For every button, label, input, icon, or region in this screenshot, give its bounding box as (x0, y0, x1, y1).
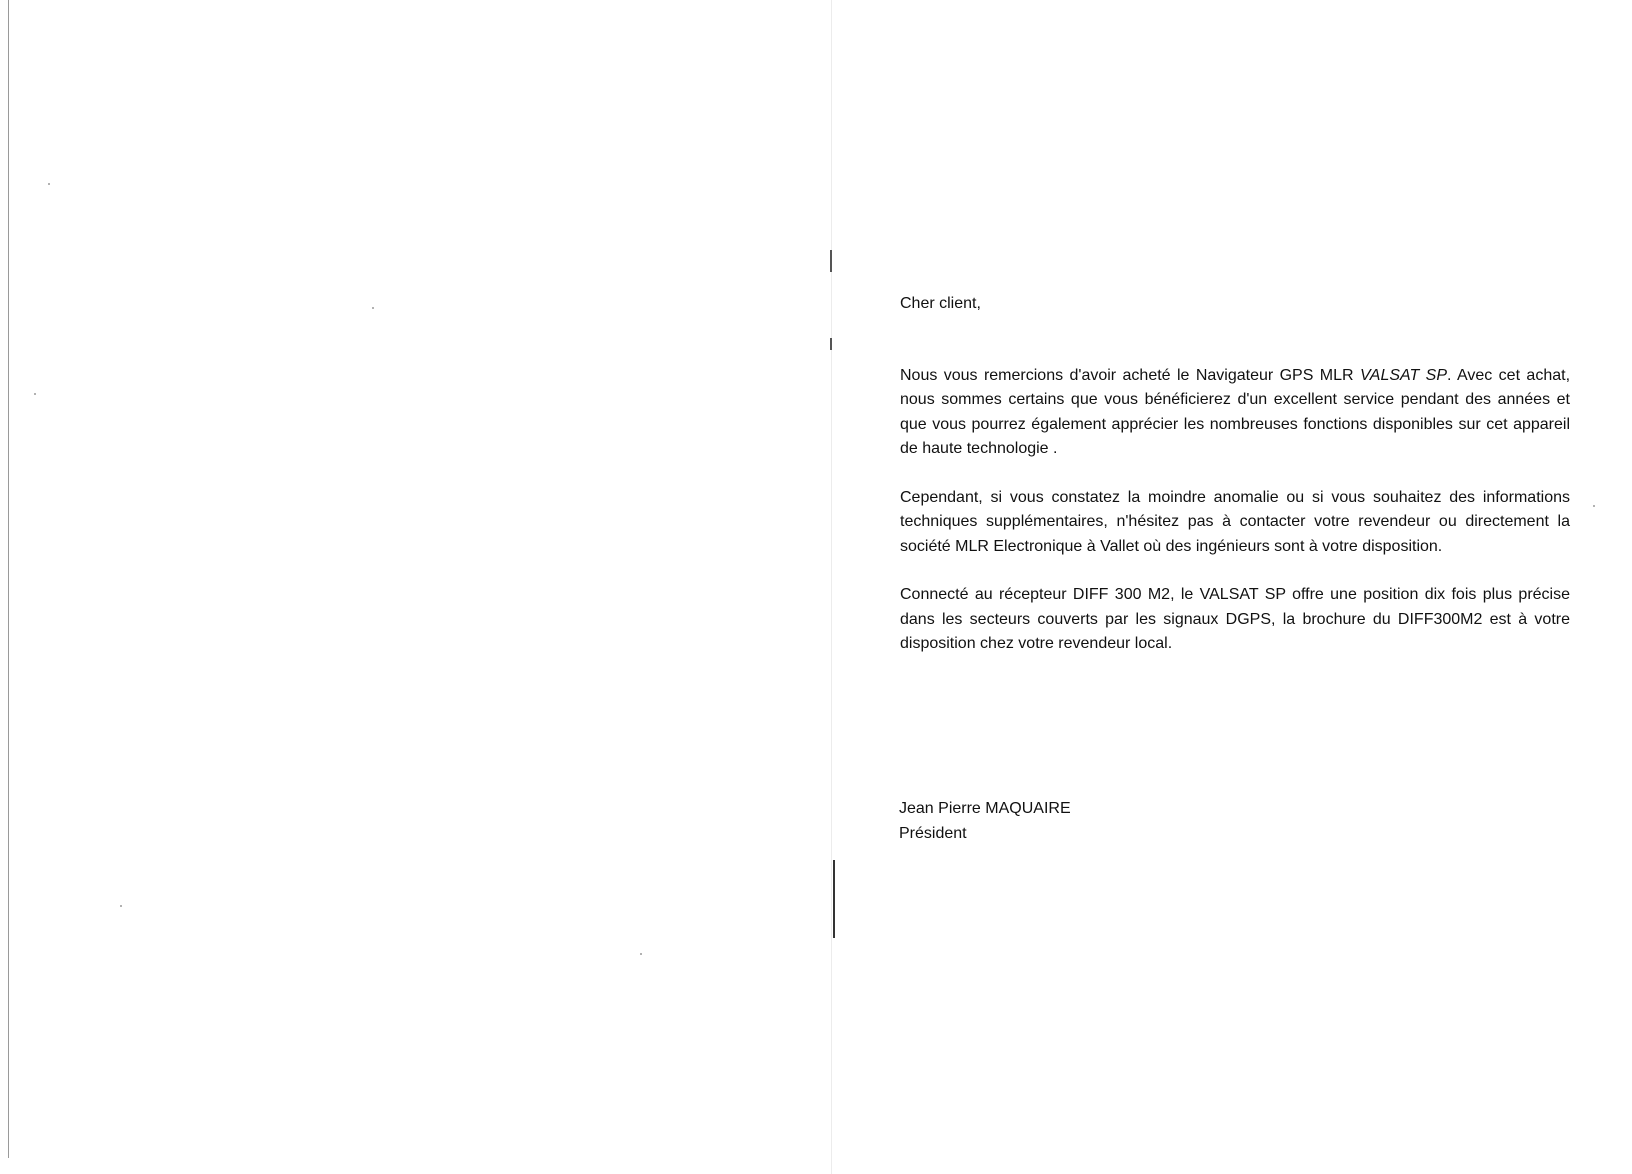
letter-paragraph-3: Connecté au récepteur DIFF 300 M2, le VALSAT SP offre une position dix fois plus précise dans les secteurs couverts par les signaux DGPS, la brochure du DIFF300M2 est à votre disposition chez votre revendeur local. (900, 586, 1570, 652)
paragraph-1-text-end: . Avec cet achat, nous sommes certains que vous bénéficierez d'un excellent service pendant des années et que vous pourrez également apprécier les nombreuses fonctions disponibles sur cet appareil de haute technologie . (900, 366, 1571, 457)
letter-greeting: Cher client, (900, 295, 981, 312)
scan-speck (1593, 505, 1595, 507)
signature-block (899, 796, 1071, 846)
scan-speck (34, 393, 36, 395)
scan-speck (48, 183, 50, 185)
staple-mark-top (830, 250, 832, 272)
scan-speck (640, 953, 642, 955)
paragraph-1-text-start: Nous vous remercions d'avoir acheté le Navigateur GPS MLR (900, 366, 1360, 384)
scan-speck (120, 905, 122, 907)
product-name: VALSAT SP (1359, 366, 1448, 384)
center-fold (831, 0, 832, 1174)
letter-paragraph-1 (900, 364, 1570, 462)
scan-speck (372, 307, 374, 309)
letter-paragraph-2: Cependant, si vous constatez la moindre anomalie ou si vous souhaitez des informations techniques supplémentaires, n'hésitez pas à contacter votre revendeur ou directement la société MLR Electronique à Vallet où des ingénieurs sont à votre disposition. (900, 488, 1570, 555)
signatory-name: Jean Pierre MAQUAIRE (899, 800, 1071, 817)
letter-body (900, 292, 1570, 657)
staple-mark-upper (830, 338, 832, 350)
staple-mark-bottom (833, 860, 835, 938)
signatory-title: Président (899, 825, 967, 842)
left-page-edge (8, 0, 9, 1158)
